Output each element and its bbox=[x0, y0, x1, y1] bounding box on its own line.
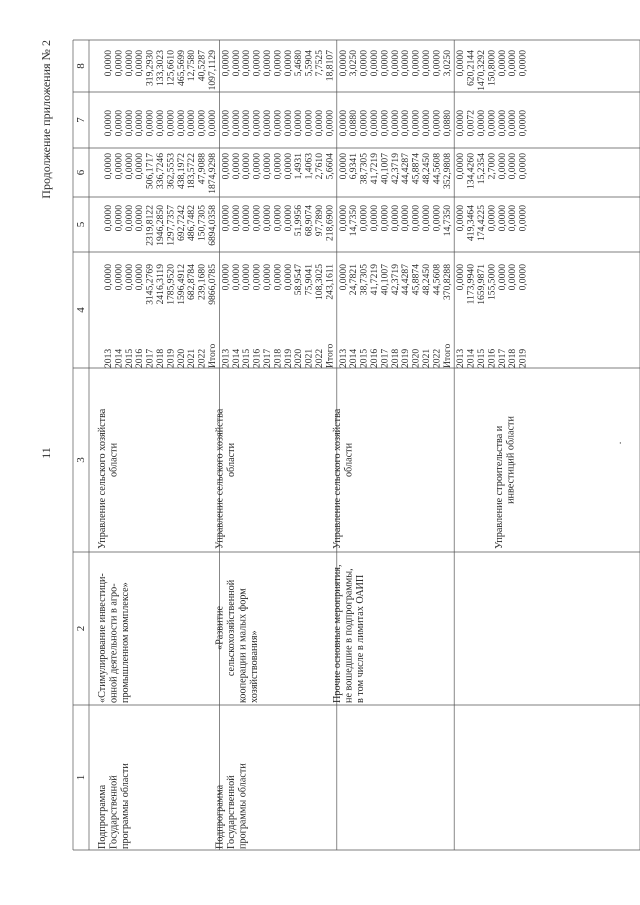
row-value: 0,0000 bbox=[400, 50, 412, 77]
row-value: 14,7350 bbox=[348, 205, 360, 237]
column-number: 4 bbox=[75, 307, 87, 313]
row-value: 0,0000 bbox=[272, 205, 284, 232]
group-col2-line: не вошедшие в подпрограммы, bbox=[343, 568, 355, 703]
row-value: 0,0000 bbox=[389, 205, 401, 232]
row-year: 2022 bbox=[196, 348, 208, 368]
row-value: 40,1007 bbox=[379, 264, 391, 296]
row-year: 2016 bbox=[369, 348, 380, 368]
row-year: 2021 bbox=[303, 348, 315, 368]
row-value: 352,9808 bbox=[441, 153, 453, 189]
row-value: 0,0000 bbox=[282, 153, 294, 180]
row-value: 58,9547 bbox=[293, 264, 305, 296]
row-year: 2017 bbox=[262, 348, 273, 368]
row-year: 2013 bbox=[220, 348, 232, 368]
row-value: 0,0000 bbox=[113, 205, 125, 232]
row-value: 24,7821 bbox=[348, 264, 360, 296]
group-col1-line: Подпрограмма bbox=[214, 784, 226, 849]
row-value: 0,0000 bbox=[389, 110, 401, 137]
row-value: 2319,8122 bbox=[144, 205, 156, 246]
row-year: 2016 bbox=[134, 348, 146, 368]
row-year: 2017 bbox=[496, 348, 508, 368]
row-value: 5,6604 bbox=[324, 153, 336, 180]
group-col3-line: области bbox=[225, 442, 237, 478]
row-value: 0,0000 bbox=[262, 205, 273, 232]
row-value: 0,0000 bbox=[113, 264, 125, 291]
row-value: 133,3023 bbox=[155, 50, 166, 86]
row-value: 362,5553 bbox=[165, 153, 177, 189]
row-value: 0,0072 bbox=[465, 110, 477, 137]
row-value: 7,7525 bbox=[314, 50, 325, 77]
row-value: 0,0000 bbox=[103, 264, 114, 291]
row-value: 319,2930 bbox=[144, 50, 156, 86]
row-value: 0,0000 bbox=[113, 50, 125, 77]
row-value: 0,0000 bbox=[123, 153, 135, 180]
row-value: 1596,4912 bbox=[175, 264, 187, 305]
group-col2-line: хозяйствования» bbox=[248, 630, 260, 703]
row-value: 1874,9298 bbox=[207, 153, 218, 194]
row-year: 2014 bbox=[113, 348, 125, 368]
row-value: 42,3719 bbox=[389, 264, 401, 296]
row-value: 486,7482 bbox=[186, 205, 198, 241]
row-value: 0,0000 bbox=[103, 110, 114, 137]
row-year: 2013 bbox=[103, 348, 114, 368]
group-col1-line: программы области bbox=[120, 763, 131, 849]
row-value: 174,4225 bbox=[476, 205, 487, 241]
row-value: 48,2450 bbox=[421, 264, 432, 296]
group-col3-line: Управление строительства и bbox=[494, 425, 506, 549]
row-value: 0,0000 bbox=[251, 153, 263, 180]
row-value: 0,0000 bbox=[496, 110, 508, 137]
row-value: 0,0000 bbox=[421, 205, 432, 232]
row-value: 0,0000 bbox=[410, 205, 422, 232]
row-value: 38,7305 bbox=[358, 153, 370, 185]
row-value: 0,0000 bbox=[358, 50, 370, 77]
row-value: 0,0000 bbox=[186, 110, 198, 137]
row-value: 0,0000 bbox=[230, 205, 242, 232]
column-number: 6 bbox=[75, 169, 87, 176]
row-value: 0,0000 bbox=[496, 50, 508, 77]
row-value: 0,0000 bbox=[431, 50, 443, 77]
row-value: 0,0000 bbox=[262, 50, 273, 77]
group-col1-line: Государственной bbox=[108, 775, 120, 849]
row-value: 239,1680 bbox=[196, 264, 208, 300]
row-value: 0,0000 bbox=[282, 50, 294, 77]
row-year: 2016 bbox=[251, 348, 263, 368]
group-col2-line: онной деятельности в агро- bbox=[108, 583, 120, 703]
group-col2-line: «Стимулирование инвестици- bbox=[97, 573, 108, 703]
row-value: 0,0000 bbox=[230, 264, 242, 291]
row-year: 2013 bbox=[337, 348, 349, 368]
group-col2-line: промышленном комплексе» bbox=[120, 582, 131, 703]
row-value: 0,0000 bbox=[241, 110, 253, 137]
row-value: 0,0000 bbox=[196, 110, 208, 137]
row-value: 0,0000 bbox=[220, 153, 232, 180]
row-value: 1297,7357 bbox=[165, 205, 177, 246]
row-value: 2,7000 bbox=[486, 153, 498, 180]
row-value: 0,0000 bbox=[455, 50, 467, 77]
row-year: 2017 bbox=[144, 348, 156, 368]
row-value: 0,0000 bbox=[369, 110, 380, 137]
row-value: 0,0000 bbox=[251, 50, 263, 77]
row-value: 0,0000 bbox=[272, 153, 284, 180]
row-value: 0,0000 bbox=[103, 153, 114, 180]
row-year: 2019 bbox=[400, 348, 412, 368]
row-value: 0,0000 bbox=[421, 110, 432, 137]
row-value: 0,0000 bbox=[282, 205, 294, 232]
row-value: 0,0000 bbox=[369, 205, 380, 232]
row-year: 2015 bbox=[241, 348, 253, 368]
row-value: 0,0000 bbox=[517, 153, 529, 180]
row-value: 0,0000 bbox=[337, 205, 349, 232]
row-year: 2014 bbox=[348, 348, 360, 368]
row-value: 3145,2769 bbox=[144, 264, 156, 305]
row-year: 2013 bbox=[455, 348, 467, 368]
row-value: 18,8107 bbox=[324, 50, 336, 82]
row-value: 0,0000 bbox=[220, 110, 232, 137]
row-value: 48,2450 bbox=[421, 153, 432, 185]
row-value: 0,0000 bbox=[379, 50, 391, 77]
row-value: 1659,9871 bbox=[476, 264, 487, 305]
row-value: 0,0000 bbox=[134, 264, 146, 291]
row-value: 0,0000 bbox=[379, 110, 391, 137]
row-value: 0,0000 bbox=[379, 205, 391, 232]
group-col2-line: Прочие основные мероприятия, bbox=[331, 564, 343, 703]
row-value: 0,0000 bbox=[507, 264, 519, 291]
row-year: 2014 bbox=[465, 348, 477, 368]
row-value: 0,0000 bbox=[251, 264, 263, 291]
row-value: 0,0000 bbox=[123, 110, 135, 137]
row-value: 0,0000 bbox=[220, 205, 232, 232]
row-value: 42,3719 bbox=[389, 153, 401, 185]
row-value: 0,0880 bbox=[441, 110, 453, 137]
group-col3-line: области bbox=[343, 442, 355, 478]
appendix-title: Продолжение приложения № 2 bbox=[39, 40, 53, 199]
row-year: 2020 bbox=[410, 348, 422, 368]
row-value: 44,4287 bbox=[400, 264, 412, 296]
row-value: 0,0000 bbox=[496, 153, 508, 180]
row-value: 0,0000 bbox=[410, 50, 422, 77]
row-value: 0,0000 bbox=[496, 205, 508, 232]
row-year: 2020 bbox=[293, 348, 305, 368]
row-value: 0,0000 bbox=[282, 110, 294, 137]
column-number: 8 bbox=[75, 63, 87, 69]
row-value: 0,0000 bbox=[207, 110, 218, 137]
row-value: 38,7305 bbox=[358, 264, 370, 296]
row-value: 243,1611 bbox=[324, 264, 336, 300]
row-value: 0,0000 bbox=[262, 110, 273, 137]
row-value: 0,0000 bbox=[410, 110, 422, 137]
row-value: 0,0000 bbox=[517, 264, 529, 291]
row-year: 2019 bbox=[517, 348, 529, 368]
row-value: 44,5608 bbox=[431, 264, 443, 296]
row-value: 0,0880 bbox=[348, 110, 360, 137]
row-value: 465,5699 bbox=[175, 50, 187, 86]
row-value: 0,0000 bbox=[230, 50, 242, 77]
row-value: 0,0000 bbox=[431, 110, 443, 137]
row-value: 45,8874 bbox=[410, 153, 422, 185]
scan-mark: · bbox=[616, 441, 627, 445]
row-value: 0,0000 bbox=[421, 50, 432, 77]
row-value: 9866,0785 bbox=[207, 264, 218, 305]
group-col3-line: Управление сельского хозяйства bbox=[331, 408, 343, 549]
row-value: 0,0000 bbox=[507, 50, 519, 77]
row-value: 0,0000 bbox=[389, 50, 401, 77]
row-value: 682,8784 bbox=[186, 264, 198, 300]
row-value: 6,9341 bbox=[348, 153, 360, 180]
group-col2-line: кооперации и малых форм bbox=[237, 588, 249, 703]
row-value: 1,4931 bbox=[293, 153, 305, 180]
row-value: 0,0000 bbox=[230, 110, 242, 137]
row-value: 5,5904 bbox=[303, 50, 315, 77]
page-number: 11 bbox=[39, 447, 53, 459]
row-value: 0,0000 bbox=[272, 264, 284, 291]
row-year: 2021 bbox=[421, 348, 432, 368]
row-value: 125,6610 bbox=[165, 50, 177, 86]
row-value: 1,4063 bbox=[303, 153, 315, 180]
row-value: 0,0000 bbox=[314, 110, 325, 137]
row-value: 97,7890 bbox=[314, 205, 325, 237]
row-value: 44,5608 bbox=[431, 153, 443, 185]
row-value: 0,0000 bbox=[455, 205, 467, 232]
row-value: 0,0000 bbox=[358, 205, 370, 232]
row-value: 0,0000 bbox=[241, 264, 253, 291]
row-value: 150,7305 bbox=[196, 205, 208, 241]
row-value: 0,0000 bbox=[303, 110, 315, 137]
row-value: 0,0000 bbox=[369, 50, 380, 77]
row-value: 370,8288 bbox=[441, 264, 453, 300]
row-year: 2015 bbox=[358, 348, 370, 368]
row-value: 0,0000 bbox=[507, 205, 519, 232]
row-year: 2018 bbox=[272, 348, 284, 368]
row-value: 0,0000 bbox=[262, 264, 273, 291]
row-value: 0,0000 bbox=[103, 50, 114, 77]
row-value: 0,0000 bbox=[496, 264, 508, 291]
group-col2-line: «Развитие bbox=[214, 606, 226, 650]
row-value: 14,7350 bbox=[441, 205, 453, 237]
row-value: 438,1972 bbox=[175, 153, 187, 189]
row-value: 0,0000 bbox=[517, 110, 529, 137]
row-value: 5,4680 bbox=[293, 50, 305, 77]
row-value: 155,5000 bbox=[486, 264, 498, 300]
row-value: 0,0000 bbox=[486, 205, 498, 232]
group-col1-line: программы области bbox=[237, 763, 249, 849]
row-value: 1470,3292 bbox=[476, 50, 487, 91]
row-value: 75,9041 bbox=[303, 264, 315, 296]
row-value: 0,0000 bbox=[272, 50, 284, 77]
row-value: 183,5722 bbox=[186, 153, 198, 189]
row-value: 0,0000 bbox=[134, 110, 146, 137]
row-year: 2022 bbox=[431, 348, 443, 368]
row-value: 3,0250 bbox=[441, 50, 453, 77]
column-number: 2 bbox=[75, 625, 87, 632]
row-year: 2019 bbox=[165, 348, 177, 368]
row-year: Итого bbox=[207, 343, 218, 368]
row-value: 0,0000 bbox=[165, 110, 177, 137]
row-value: 0,0000 bbox=[517, 50, 529, 77]
row-value: 134,4260 bbox=[465, 153, 477, 189]
row-value: 0,0000 bbox=[123, 50, 135, 77]
column-number: 1 bbox=[75, 774, 87, 781]
column-number: 3 bbox=[75, 457, 87, 463]
row-value: 0,0000 bbox=[123, 205, 135, 232]
row-value: 0,0000 bbox=[220, 264, 232, 291]
row-value: 0,0000 bbox=[431, 205, 443, 232]
row-year: Итого bbox=[324, 343, 336, 368]
row-value: 0,0000 bbox=[134, 205, 146, 232]
row-year: Итого bbox=[441, 343, 453, 368]
row-value: 40,5287 bbox=[196, 50, 208, 82]
row-value: 0,0000 bbox=[517, 205, 529, 232]
row-value: 0,0000 bbox=[241, 205, 253, 232]
group-col3-line: Управление сельского хозяйства bbox=[97, 408, 108, 549]
row-value: 0,0000 bbox=[134, 153, 146, 180]
column-number: 5 bbox=[75, 221, 87, 228]
row-year: 2019 bbox=[282, 348, 294, 368]
row-value: 336,7246 bbox=[155, 153, 166, 189]
row-value: 0,0000 bbox=[155, 110, 166, 137]
row-value: 3,0250 bbox=[348, 50, 360, 77]
row-value: 0,0000 bbox=[455, 153, 467, 180]
row-value: 44,4287 bbox=[400, 153, 412, 185]
row-value: 0,0000 bbox=[282, 264, 294, 291]
row-year: 2018 bbox=[507, 348, 519, 368]
group-col3-line: области bbox=[108, 442, 120, 478]
row-value: 0,0000 bbox=[337, 50, 349, 77]
row-value: 12,7580 bbox=[186, 50, 198, 82]
row-value: 0,0000 bbox=[358, 110, 370, 137]
row-value: 620,2144 bbox=[465, 50, 477, 86]
group-col1-line: Подпрограмма bbox=[97, 784, 108, 849]
group-col2-line: в том числе в лимитах ОАИП bbox=[354, 574, 366, 703]
row-value: 41,7219 bbox=[369, 153, 380, 185]
row-value: 0,0000 bbox=[262, 153, 273, 180]
row-value: 47,9088 bbox=[196, 153, 208, 185]
row-value: 0,0000 bbox=[134, 50, 146, 77]
row-year: 2018 bbox=[389, 348, 401, 368]
group-col3-line: Управление сельского хозяйства bbox=[214, 408, 226, 549]
row-value: 0,0000 bbox=[400, 205, 412, 232]
row-value: 0,0000 bbox=[324, 110, 336, 137]
row-value: 6894,0358 bbox=[207, 205, 218, 246]
row-value: 51,9956 bbox=[293, 205, 305, 237]
row-value: 0,0000 bbox=[241, 50, 253, 77]
row-value: 0,0000 bbox=[337, 110, 349, 137]
row-value: 1785,9520 bbox=[165, 264, 177, 305]
row-year: 2015 bbox=[123, 348, 135, 368]
row-value: 1946,2850 bbox=[155, 205, 166, 246]
row-value: 0,0000 bbox=[241, 153, 253, 180]
row-value: 0,0000 bbox=[400, 110, 412, 137]
column-number: 7 bbox=[75, 117, 87, 123]
row-value: 2416,3119 bbox=[155, 264, 166, 305]
row-value: 0,0000 bbox=[123, 264, 135, 291]
row-value: 0,0000 bbox=[230, 153, 242, 180]
row-value: 0,0000 bbox=[251, 205, 263, 232]
row-value: 40,1007 bbox=[379, 153, 391, 185]
row-value: 692,7242 bbox=[175, 205, 187, 241]
row-year: 2018 bbox=[155, 348, 166, 368]
row-value: 0,0000 bbox=[103, 205, 114, 232]
row-value: 0,0000 bbox=[507, 153, 519, 180]
row-value: 0,0000 bbox=[144, 110, 156, 137]
row-year: 2016 bbox=[486, 348, 498, 368]
row-value: 0,0000 bbox=[476, 110, 487, 137]
row-value: 0,0000 bbox=[251, 110, 263, 137]
row-value: 41,7219 bbox=[369, 264, 380, 296]
row-value: 506,1717 bbox=[144, 153, 156, 189]
row-value: 0,0000 bbox=[337, 264, 349, 291]
row-value: 108,3025 bbox=[314, 264, 325, 300]
row-year: 2022 bbox=[314, 348, 325, 368]
group-col1-line: Государственной bbox=[225, 775, 237, 849]
row-value: 0,0000 bbox=[113, 110, 125, 137]
row-value: 0,0000 bbox=[507, 110, 519, 137]
row-value: 150,8000 bbox=[486, 50, 498, 86]
row-value: 0,0000 bbox=[293, 110, 305, 137]
row-value: 0,0000 bbox=[455, 110, 467, 137]
row-value: 2,7610 bbox=[314, 153, 325, 180]
row-value: 0,0000 bbox=[113, 153, 125, 180]
row-value: 419,3464 bbox=[465, 205, 477, 241]
row-value: 218,6900 bbox=[324, 205, 336, 241]
row-year: 2017 bbox=[379, 348, 391, 368]
row-year: 2020 bbox=[175, 348, 187, 368]
row-value: 0,0000 bbox=[272, 110, 284, 137]
row-value: 0,0000 bbox=[455, 264, 467, 291]
group-col2-line: сельскохозяйственной bbox=[225, 579, 237, 677]
row-value: 0,0000 bbox=[486, 110, 498, 137]
row-value: 45,8874 bbox=[410, 264, 422, 296]
group-col3-line: инвестиций области bbox=[505, 416, 517, 504]
row-year: 2015 bbox=[476, 348, 487, 368]
row-value: 1097,1129 bbox=[207, 50, 218, 91]
row-value: 0,0000 bbox=[220, 50, 232, 77]
row-value: 68,9074 bbox=[303, 205, 315, 237]
row-year: 2021 bbox=[186, 348, 198, 368]
row-value: 0,0000 bbox=[337, 153, 349, 180]
row-value: 1173,9940 bbox=[465, 264, 477, 305]
row-value: 15,2354 bbox=[476, 153, 487, 185]
row-year: 2014 bbox=[230, 348, 242, 368]
row-value: 0,0000 bbox=[175, 110, 187, 137]
